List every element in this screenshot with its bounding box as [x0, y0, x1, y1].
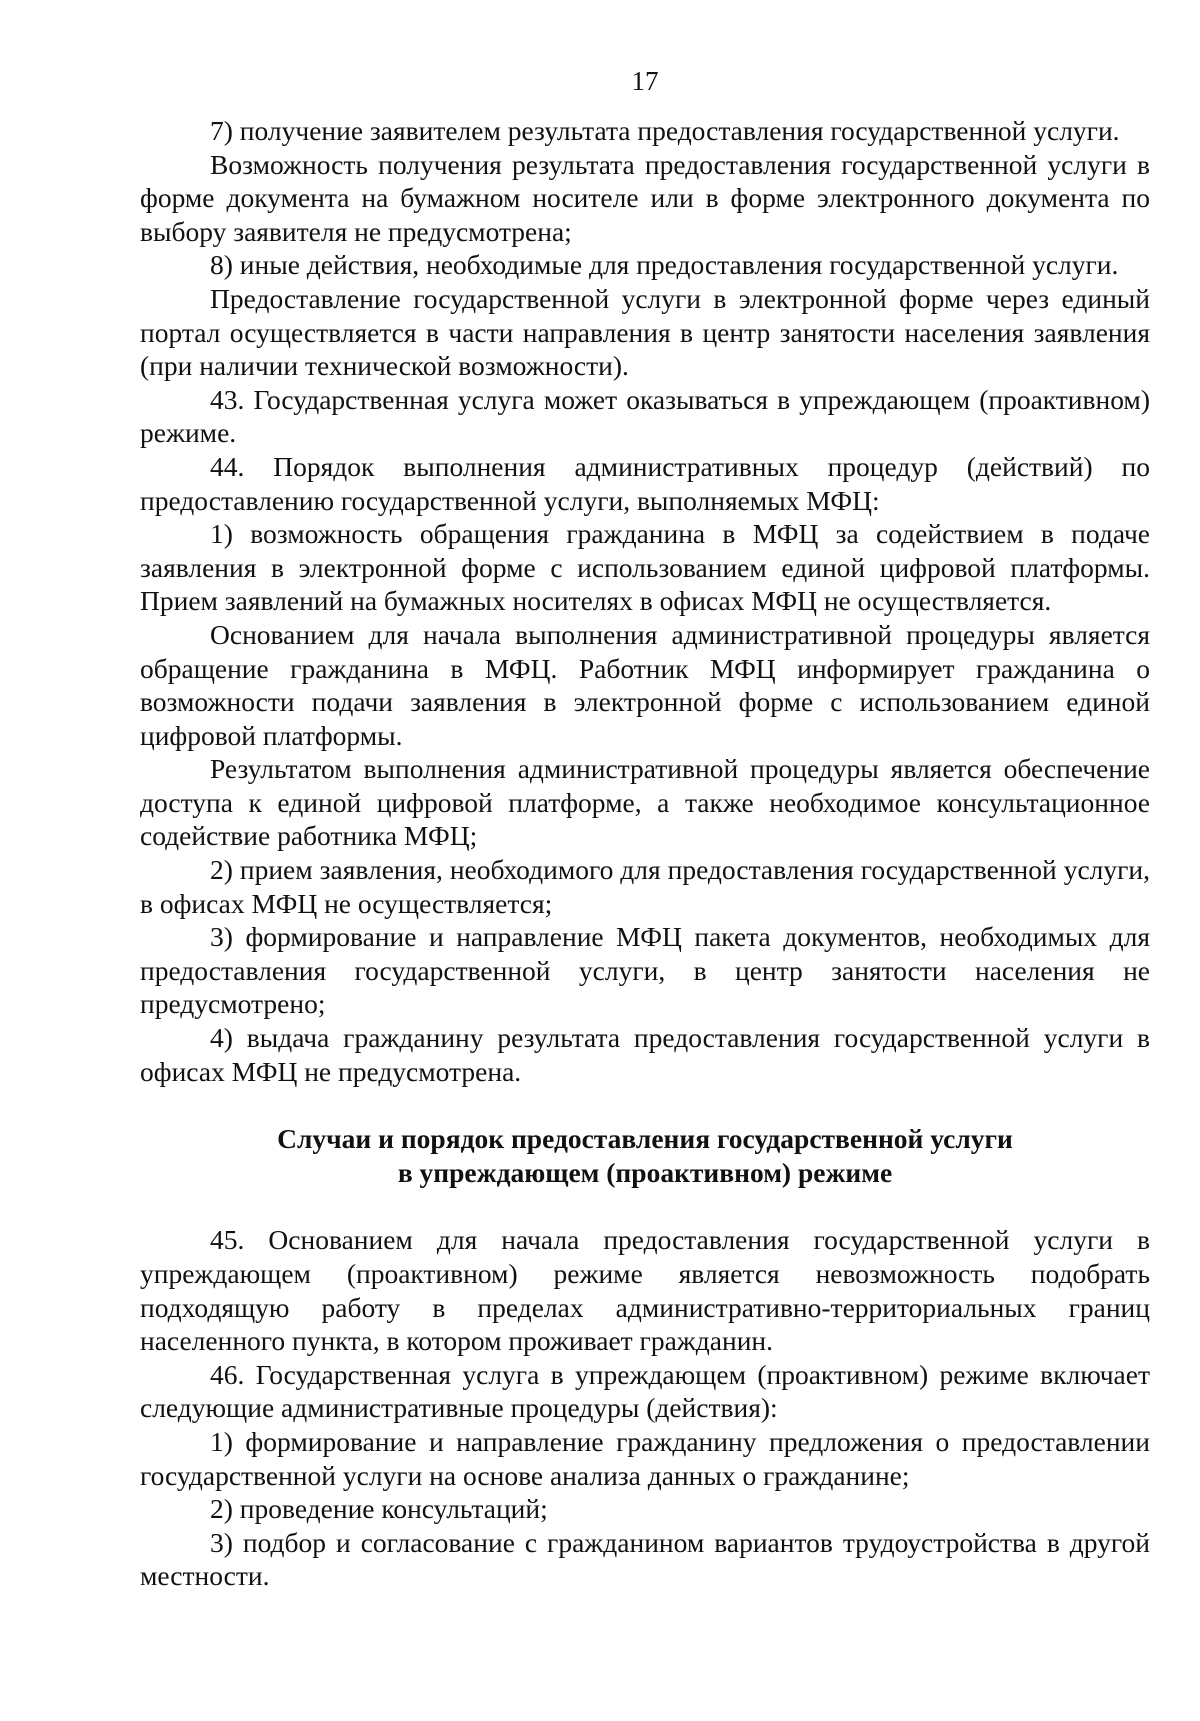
paragraph: Основанием для начала выполнения административной процедуры является обращение гражданина в МФЦ. Работник МФЦ информирует гражданина о возможности подачи заявления в электронной форме с использованием единой цифровой платформы. — [140, 618, 1150, 751]
clause-46: 46. Государственная услуга в упреждающем (проактивном) режиме включает следующие административные процедуры (действия): — [140, 1358, 1150, 1424]
paragraph-item-2: 2) проведение консультаций; — [210, 1493, 548, 1525]
document-body — [140, 114, 1150, 1593]
clause-45: 45. Основанием для начала предоставления государственной услуги в упреждающем (проактивном) режиме является невозможность подобрать подходящую работу в пределах административно-территориальных границ населенного пункта, в котором проживает гражданин. — [140, 1224, 1150, 1357]
paragraph-item-7: 7) получение заявителем результата предоставления государственной услуги. — [210, 115, 1120, 146]
paragraph: Результатом выполнения административной процедуры является обеспечение доступа к единой цифровой платформе, а также необходимое консультационное содействие работника МФЦ; — [140, 753, 1150, 852]
section-heading-line-1: Случаи и порядок предоставления государственной услуги — [277, 1123, 1013, 1155]
clause-44: 44. Порядок выполнения административных процедур (действий) по предоставлению государственной услуги, выполняемых МФЦ: — [140, 450, 1150, 516]
paragraph-item-1: 1) возможность обращения гражданина в МФЦ за содействием в подаче заявления в электронной форме с использованием единой цифровой платформы. Прием заявлений на бумажных носителях в офисах МФЦ не осуществляется. — [140, 518, 1150, 617]
paragraph-item-3: 3) формирование и направление МФЦ пакета документов, необходимых для предоставления государственной услуги, в центр занятости населения не предусмотрено; — [140, 921, 1150, 1020]
paragraph-item-8: 8) иные действия, необходимые для предоставления государственной услуги. — [210, 249, 1119, 281]
paragraph-item-4: 4) выдача гражданину результата предоставления государственной услуги в офисах МФЦ не предусмотрена. — [140, 1022, 1150, 1087]
page-number: 17 — [631, 66, 659, 96]
paragraph-item-3: 3) подбор и согласование с гражданином вариантов трудоустройства в другой местности. — [140, 1526, 1150, 1592]
clause-43: 43. Государственная услуга может оказываться в упреждающем (проактивном) режиме. — [140, 383, 1150, 449]
paragraph: Предоставление государственной услуги в электронной форме через единый портал осуществляется в части направления в центр занятости населения заявления (при наличии технической возможности). — [140, 282, 1150, 382]
paragraph-item-2: 2) прием заявления, необходимого для предоставления государственной услуги, в офисах МФЦ не осуществляется; — [140, 854, 1150, 919]
section-heading-line-2: в упреждающем (проактивном) режиме — [397, 1156, 893, 1188]
paragraph: Возможность получения результата предоставления государственной услуги в форме документа на бумажном носителе или в форме электронного документа по выбору заявителя не предусмотрена; — [140, 148, 1150, 247]
section-heading — [140, 1122, 1150, 1189]
paragraph-item-1: 1) формирование и направление гражданину предложения о предоставлении государственной услуги на основе анализа данных о гражданине; — [140, 1425, 1150, 1491]
